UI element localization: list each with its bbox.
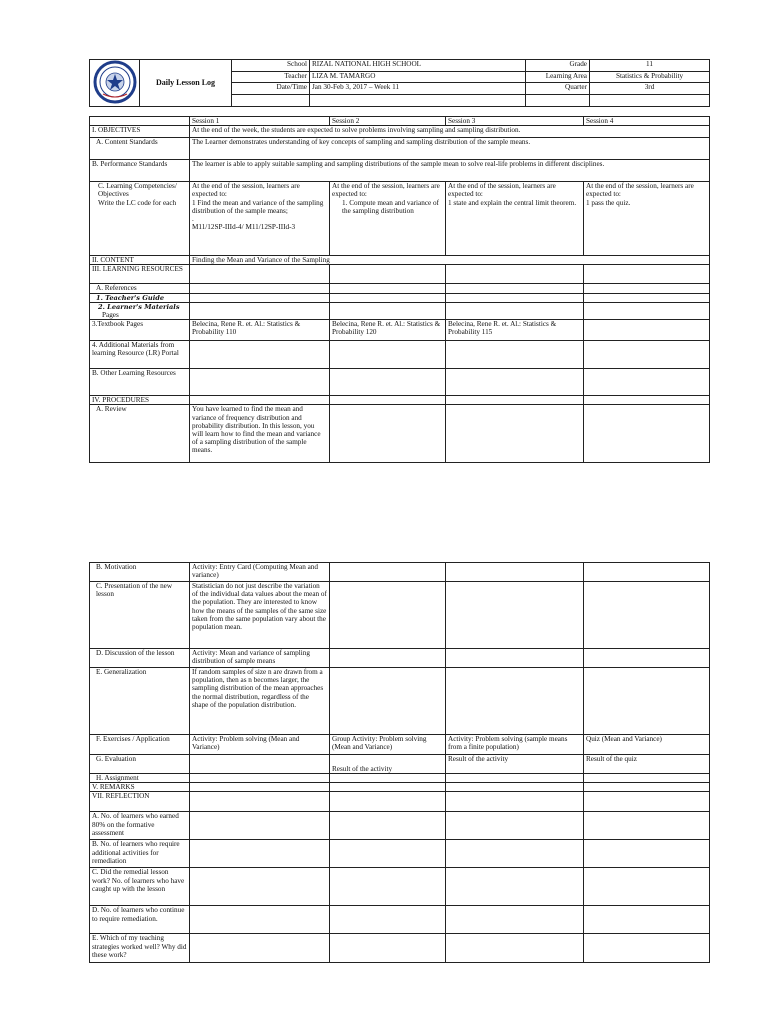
evaluation-session-4: Result of the quiz	[584, 755, 710, 774]
assignment-label: H. Assignment	[90, 774, 190, 783]
performance-standards-label: B. Performance Standards	[90, 160, 190, 182]
exercises-session-2: Group Activity: Problem solving (Mean and Variance)	[330, 735, 446, 755]
additional-materials-label: 4. Additional Materials from learning Resource (LR) Portal	[90, 341, 190, 369]
evaluation-session-2: Result of the activity	[330, 755, 446, 774]
teacher-label: Teacher	[232, 71, 310, 83]
teacher-value: LIZA M. TAMARGO	[310, 71, 526, 83]
remarks-label: V. REMARKS	[90, 783, 190, 792]
content-label: II. CONTENT	[90, 256, 190, 265]
area-value: Statistics & Probability	[590, 71, 710, 83]
lc-session-3: At the end of the session, learners are expected to: 1 state and explain the central limit theorem.	[446, 182, 584, 256]
lc-session-4: At the end of the session, learners are expected to: 1 pass the quiz.	[584, 182, 710, 256]
session-1-header: Session 1	[190, 117, 330, 126]
references-label: A. References	[90, 284, 190, 293]
evaluation-session-3: Result of the activity	[446, 755, 584, 774]
reflection-c-label: C. Did the remedial lesson work? No. of learners who have caught up with the lesson	[90, 868, 190, 906]
review-text: You have learned to find the mean and variance of frequency distribution and probability distribution. In this lesson, you will learn how to find the mean and variance of a sampling distribution of the sample means.	[190, 405, 330, 463]
learners-materials-label: 2. Learner's Materials Pages	[90, 302, 190, 319]
content-text: Finding the Mean and Variance of the Sampling	[190, 256, 710, 265]
grade-label: Grade	[526, 60, 590, 72]
area-label: Learning Area	[526, 71, 590, 83]
textbook-session-1: Belecina, Rene R. et. Al.: Statistics & Probability 110	[190, 320, 330, 341]
school-value: RIZAL NATIONAL HIGH SCHOOL	[310, 60, 526, 72]
reflection-b-label: B. No. of learners who require additional activities for remediation	[90, 840, 190, 868]
generalization-label: E. Generalization	[90, 668, 190, 735]
presentation-label: C. Presentation of the new lesson	[90, 582, 190, 649]
lesson-table-page2	[89, 562, 710, 963]
teachers-guide-label: 1. Teacher's Guide	[90, 293, 190, 302]
lc-code: M11/12SP-IIId-4/ M11/12SP-IIId-3	[192, 223, 296, 232]
header-table	[89, 59, 710, 107]
content-standards-text: The Learner demonstrates understanding of key concepts of sampling and sampling distribution of the sample means.	[190, 138, 710, 160]
lesson-table-page1	[89, 116, 710, 463]
presentation-text: Statistician do not just describe the variation of the individual data values about the mean of the population. They are interested to know how the means of the samples of the same size taken from the same population vary about the population mean.	[190, 582, 330, 649]
performance-standards-text: The learner is able to apply suitable sampling and sampling distributions of the sample mean to solve real-life problems in different disciplines.	[190, 160, 710, 182]
motivation-label: B. Motivation	[90, 563, 190, 582]
quarter-label: Quarter	[526, 83, 590, 95]
session-2-header: Session 2	[330, 117, 446, 126]
evaluation-label: G. Evaluation	[90, 755, 190, 774]
session-4-header: Session 4	[584, 117, 710, 126]
content-standards-label: A. Content Standards	[90, 138, 190, 160]
deped-seal-icon	[93, 60, 137, 104]
reflection-a-label: A. No. of learners who earned 80% on the formative assessment	[90, 812, 190, 840]
learning-resources-label: III. LEARNING RESOURCES	[90, 265, 190, 284]
other-resources-label: B. Other Learning Resources	[90, 369, 190, 396]
textbook-label: 3.Textbook Pages	[90, 320, 190, 341]
exercises-session-3: Activity: Problem solving (sample means from a finite population)	[446, 735, 584, 755]
motivation-text: Activity: Entry Card (Computing Mean and variance)	[190, 563, 330, 582]
reflection-e-label: E. Which of my teaching strategies worked well? Why did these work?	[90, 934, 190, 963]
lc-session-2: At the end of the session, learners are expected to: 1. Compute mean and variance of the sampling distribution	[330, 182, 446, 256]
quarter-value: 3rd	[590, 83, 710, 95]
procedures-label: IV. PROCEDURES	[90, 396, 190, 405]
learning-competencies-label: C. Learning Competencies/ Objectives Write the LC code for each	[90, 182, 190, 256]
review-label: A. Review	[90, 405, 190, 463]
exercises-session-1: Activity: Problem solving (Mean and Variance)	[190, 735, 330, 755]
reflection-label: VII. REFLECTION	[90, 792, 190, 812]
deped-seal-cell	[90, 60, 140, 107]
textbook-session-2: Belecina, Rene R. et. Al.: Statistics & Probability 120	[330, 320, 446, 341]
session-3-header: Session 3	[446, 117, 584, 126]
grade-value: 11	[590, 60, 710, 72]
generalization-text: If random samples of size n are drawn from a population, then as n becomes larger, the sampling distribution of the mean approaches the normal distribution, regardless of the shape of the population distribution.	[190, 668, 330, 735]
exercises-label: F. Exercises / Application	[90, 735, 190, 755]
discussion-label: D. Discussion of the lesson	[90, 649, 190, 668]
datetime-label: Date/Time	[232, 83, 310, 95]
datetime-value: Jan 30-Feb 3, 2017 – Week 11	[310, 83, 526, 95]
textbook-session-3: Belecina, Rene R. et. Al.: Statistics & Probability 115	[446, 320, 584, 341]
lc-session-1: At the end of the session, learners are expected to: 1 Find the mean and variance of the sampling distribution of the sample means; . M11/12SP-IIId-4/ M11/12SP-IIId-3	[190, 182, 330, 256]
objectives-label: I. OBJECTIVES	[90, 126, 190, 138]
school-label: School	[232, 60, 310, 72]
reflection-d-label: D. No. of learners who continue to require remediation.	[90, 906, 190, 934]
discussion-text: Activity: Mean and variance of sampling distribution of sample means	[190, 649, 330, 668]
dll-title: Daily Lesson Log	[140, 60, 232, 107]
objectives-text: At the end of the week, the students are expected to solve problems involving sampling and sampling distribution.	[190, 126, 710, 138]
exercises-session-4: Quiz (Mean and Variance)	[584, 735, 710, 755]
